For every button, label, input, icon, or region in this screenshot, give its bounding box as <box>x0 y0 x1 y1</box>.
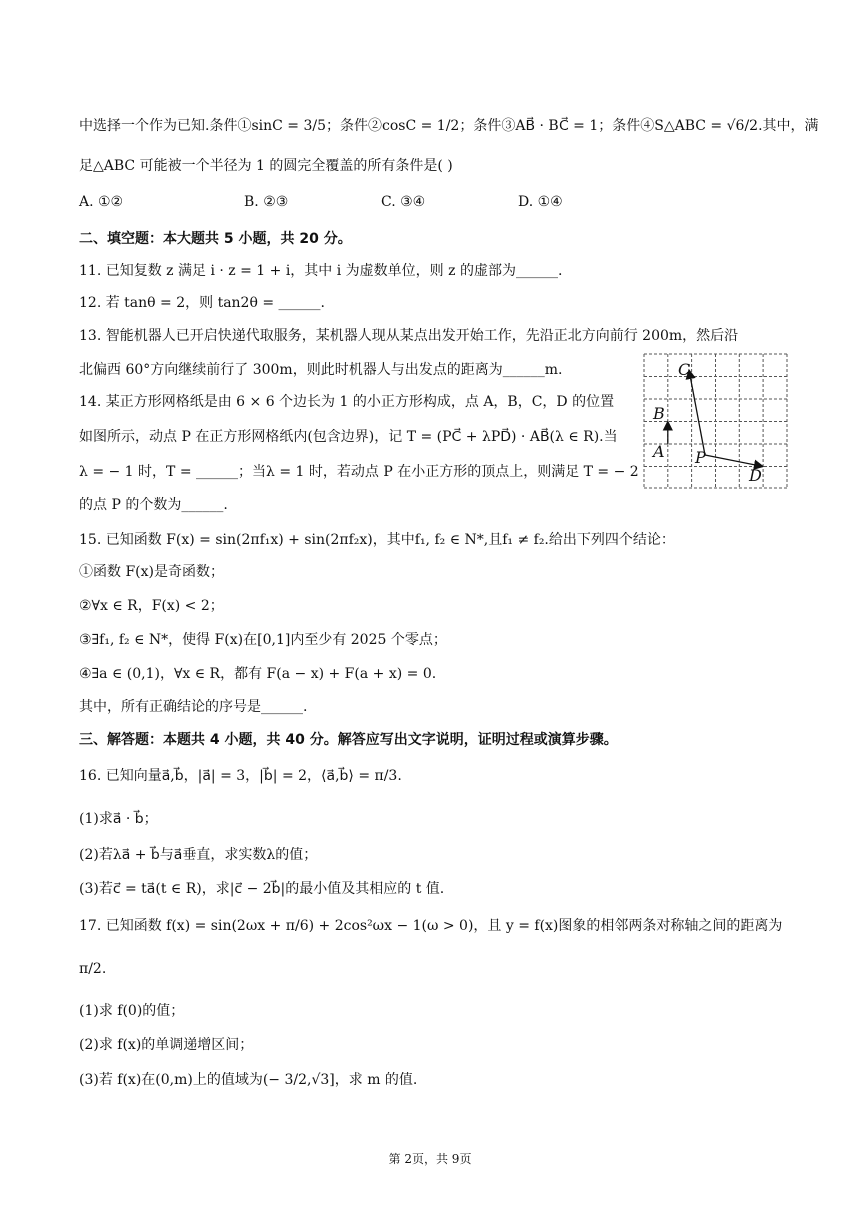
q12-text: 12. 若 tanθ = 2，则 tan2θ = ______. <box>79 295 325 311</box>
q17-part2: (2)求 f(x)的单调递增区间； <box>79 1037 254 1053</box>
grid-svg <box>643 353 788 489</box>
q15-statement-2: ②∀x ∈ R，F(x) < 2； <box>79 598 224 614</box>
q13-text-line1: 13. 智能机器人已开启快递代取服务，某机器人现从某点出发开始工作，先沿正北方向前行 200m，然后沿 <box>79 328 739 344</box>
vector-pc <box>689 370 705 455</box>
q17-text-line2: π/2. <box>79 961 107 977</box>
option-b: B. ②③ <box>244 194 289 210</box>
q15-text: 15. 已知函数 F(x) = sin(2πf₁x) + sin(2πf₂x)，其中f₁, f₂ ∈ N*,且f₁ ≠ f₂.给出下列四个结论： <box>79 532 675 548</box>
q16-part3: (3)若c⃗ = ta⃗(t ∈ R)，求|c⃗ − 2b⃗|的最小值及其相应的 t 值. <box>79 881 445 897</box>
q14-text-line2: 如图所示，动点 P 在正方形网格纸内(包含边界)，记 T = (PC⃗ + λPD⃗) · AB⃗(λ ∈ R).当 <box>79 429 618 445</box>
label-p: P <box>695 448 706 467</box>
q13-text-line2: 北偏西 60°方向继续前行了 300m，则此时机器人与出发点的距离为______m. <box>79 362 563 378</box>
section-heading-fill-in: 二、填空题：本大题共 5 小题，共 20 分。 <box>79 231 352 247</box>
grid-lines <box>644 354 787 488</box>
q14-text-line3: λ = − 1 时，T = ______；当λ = 1 时，若动点 P 在小正方形的顶点上，则满足 T = − 2 <box>79 464 639 480</box>
label-b: B <box>653 404 665 423</box>
q14-text-line1: 14. 某正方形网格纸是由 6 × 6 个边长为 1 的小正方形构成，点 A，B，C，D 的位置 <box>79 394 615 410</box>
option-c: C. ③④ <box>381 194 426 210</box>
section-heading-solve: 三、解答题：本题共 4 小题，共 40 分。解答应写出文字说明，证明过程或演算步骤。 <box>79 732 618 748</box>
q16-part1: (1)求a⃗ · b⃗； <box>79 811 158 827</box>
q15-statement-1: ①函数 F(x)是奇函数； <box>79 564 224 580</box>
page-footer: 第 2页，共 9页 <box>388 1152 472 1166</box>
q17-part1: (1)求 f(0)的值； <box>79 1003 185 1019</box>
label-a: A <box>653 442 665 461</box>
q14-grid-figure <box>643 353 788 489</box>
q15-statement-3: ③∃f₁, f₂ ∈ N*，使得 F(x)在[0,1]内至少有 2025 个零点； <box>79 632 447 648</box>
option-a: A. ①② <box>79 194 124 210</box>
q11-text: 11. 已知复数 z 满足 i · z = 1 + i，其中 i 为虚数单位，则 z 的虚部为______. <box>79 263 563 279</box>
q17-part3: (3)若 f(x)在(0,m)上的值域为(− 3/2,√3]，求 m 的值. <box>79 1072 418 1088</box>
q14-text-line4: 的点 P 的个数为______. <box>79 497 228 513</box>
q10-text-line1: 中选择一个作为已知.条件①sinC = 3/5；条件②cosC = 1/2；条件③AB⃗ · BC⃗ = 1；条件④S△ABC = √6/2.其中，满 <box>79 118 819 134</box>
q17-text-line1: 17. 已知函数 f(x) = sin(2ωx + π/6) + 2cos²ωx − 1(ω > 0)，且 y = f(x)图象的相邻两条对称轴之间的距离为 <box>79 918 783 934</box>
label-c: C <box>678 360 691 379</box>
q10-text-line2: 足△ABC 可能被一个半径为 1 的圆完全覆盖的所有条件是( ) <box>79 158 453 174</box>
q15-statement-4: ④∃a ∈ (0,1)，∀x ∈ R，都有 F(a − x) + F(a + x) = 0. <box>79 666 437 682</box>
label-d: D <box>749 466 762 485</box>
vector-pd <box>705 455 763 467</box>
q15-answer-prompt: 其中，所有正确结论的序号是______. <box>79 699 308 715</box>
option-d: D. ①④ <box>518 194 563 210</box>
q16-text: 16. 已知向量a⃗,b⃗，|a⃗| = 3，|b⃗| = 2，⟨a⃗,b⃗⟩ = π/3. <box>79 768 402 784</box>
q16-part2: (2)若λa⃗ + b⃗与a⃗垂直，求实数λ的值； <box>79 847 318 863</box>
